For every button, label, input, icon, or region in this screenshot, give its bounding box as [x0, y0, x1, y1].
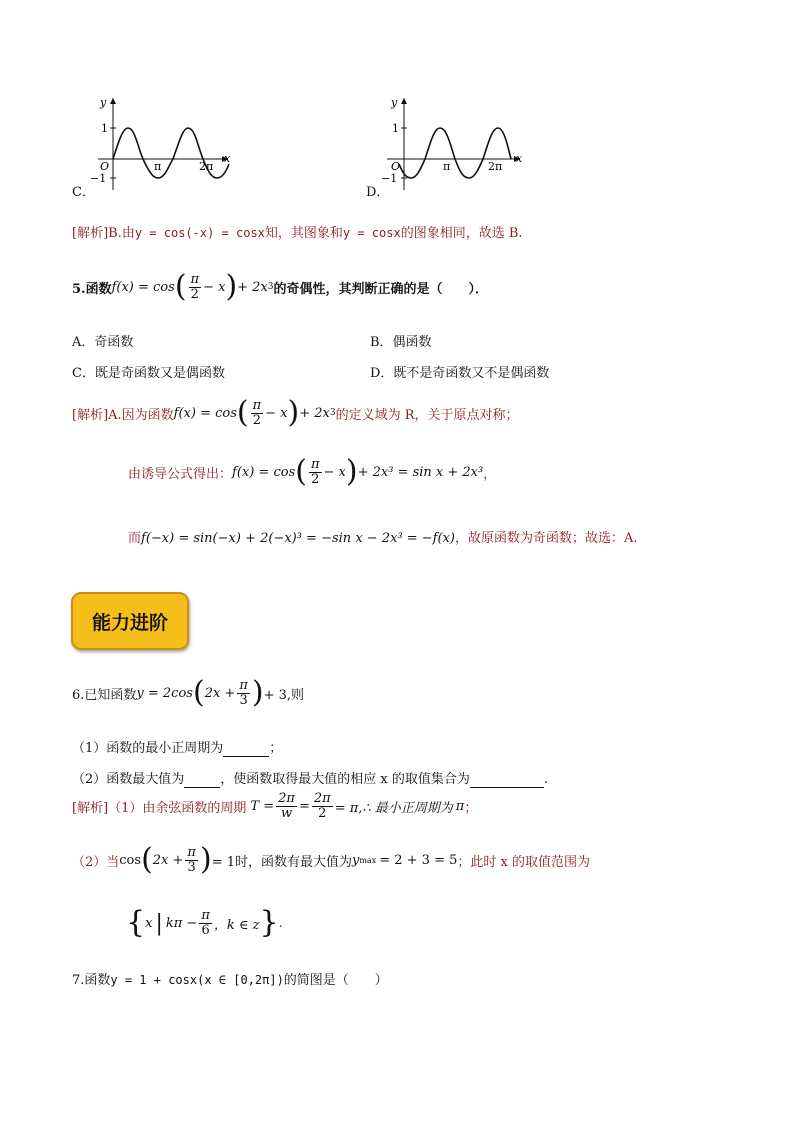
analysis-5-line1: [解析]A.因为函数 f(x) = cos ( $\frac{\pi}{2}$ − x ) + 2x 3 的定义域为 R，关于原点对称； — [72, 395, 519, 430]
q6-part2-blank1 — [184, 772, 220, 788]
graph-c-tick-pi: π — [154, 160, 162, 173]
q6-inner: 2x + — [204, 685, 236, 701]
analysis-5-line2-fraction: $\frac{\pi}{2}$ — [310, 456, 320, 487]
graph-c — [88, 92, 238, 192]
graph-d-tick-1-label: 1 — [392, 122, 399, 135]
analysis-6-line2-prefix: （2）当 — [72, 854, 120, 870]
analysis-5-line2: 由诱导公式得出： f(x) = cos ( $\frac{\pi}{2}$ − x ) + 2x³ = sin x + 2x³ ， — [128, 454, 497, 489]
analysis-4 — [72, 222, 523, 241]
question-6: 6.已知函数 y = 2cos ( 2x + $\frac{\pi}{3}$ ) + 3,则 — [72, 675, 305, 710]
analysis-4-prefix: [解析]B.由 — [72, 226, 135, 241]
q6-eq: y = 2cos — [136, 685, 193, 701]
analysis-5-plus: + 2x — [299, 405, 330, 421]
q6-prefix: 6.已知函数 — [72, 687, 137, 703]
analysis-4-eq: y = cos(-x) = cosx — [134, 226, 265, 240]
analysis-5-line2-fx: f(x) = cos — [232, 464, 296, 480]
q6-part2-end: . — [543, 772, 549, 787]
graph-d-y-label: y — [391, 96, 398, 109]
analysis-6-pi: π — [455, 798, 465, 814]
analysis-5-line3-eq: f(−x) = sin(−x) + 2(−x)³ = −sin x − 2x³ = −f(x) — [141, 531, 455, 546]
analysis-5-suffix: 的定义域为 R，关于原点对称； — [335, 407, 519, 423]
graph-c-origin: O — [100, 160, 110, 173]
analysis-5-minus-x: − x — [265, 405, 288, 421]
analysis-4-mid: 知，其图象和 — [264, 226, 343, 241]
q5-option-a: A．奇函数 — [72, 335, 134, 350]
q5-option-c: C．既是奇函数又是偶函数 — [72, 366, 225, 381]
q7-suffix: 的简图是（ ） — [283, 973, 388, 988]
graph-c-x-label: x — [224, 152, 231, 165]
analysis-6-fraction1: $\frac{2\pi}{w}$ — [278, 791, 295, 821]
graph-c-y-label: y — [100, 96, 107, 109]
q5-fraction: $\frac{\pi}{2}$ — [190, 271, 200, 302]
question-5: 5.函数 f(x) = cos ( $\frac{\pi}{2}$ − x ) + 2x 3 的奇偶性，其判断正确的是（ ）． — [72, 269, 489, 304]
q6-part2-b: ，使函数取得最大值的相应 x 的取值集合为 — [220, 772, 470, 787]
analysis-6-line2-eq2: = 2 + 3 = 5 — [379, 852, 458, 868]
analysis-5-line3 — [128, 527, 637, 546]
q5-fx: f(x) = cos — [111, 279, 175, 295]
option-d-label: D． — [366, 185, 390, 200]
q6-tail: + 3,则 — [263, 687, 305, 703]
section-badge: 能力进阶 — [71, 592, 189, 650]
analysis-6-T: T = — [250, 798, 275, 814]
graph-d-origin: O — [391, 160, 401, 173]
q5-number: 5.函数 — [72, 281, 112, 297]
option-c-label: C． — [72, 185, 95, 200]
analysis-4-suffix: 的图象相同，故选 B. — [400, 226, 523, 241]
analysis-5-fraction: $\frac{\pi}{2}$ — [252, 397, 262, 428]
analysis-6-eq: = — [298, 798, 310, 814]
q5-minus-x: − x — [203, 279, 226, 295]
q6-part2 — [72, 768, 548, 788]
graph-d-y-arrow — [401, 98, 407, 104]
q5-tail: 的奇偶性，其判断正确的是（ ）． — [273, 281, 489, 297]
graph-c-tick-1-label: 1 — [101, 122, 108, 135]
q5-plus: + 2x — [237, 279, 268, 295]
q6-part1 — [72, 737, 282, 757]
graph-d — [377, 92, 527, 192]
analysis-5-prefix: [解析]A.因为函数 — [72, 407, 174, 423]
analysis-5-line3-prefix: 而 — [128, 531, 142, 546]
analysis-6-fraction2: $\frac{2\pi}{2}$ — [313, 791, 331, 821]
graph-d-tick-neg1-label: −1 — [381, 172, 398, 185]
analysis-5-fx: f(x) = cos — [173, 405, 237, 421]
analysis-6-line2-sub: max — [359, 855, 377, 865]
analysis-6-line1-end: ； — [464, 800, 478, 816]
analysis-5-line2-end: ， — [483, 466, 497, 482]
analysis-6-line2: （2）当 cos ( 2x + $\frac{\pi}{3}$ ) = 1时，函数有最大值为 y max = 2 + 3 = 5 ；此时 x 的取值范围为 — [72, 842, 590, 877]
analysis-6-line2-ymax: y — [351, 852, 360, 868]
analysis-6-mid: = π,∴ 最小正周期为 — [334, 800, 453, 816]
analysis-5-exp: 3 — [329, 408, 336, 418]
analysis-5-line2-minus-x: − x — [323, 464, 346, 480]
q6-part2-blank2 — [470, 772, 544, 788]
q6-part2-a: （2）函数最大值为 — [72, 772, 185, 787]
analysis-6-line2-inner: 2x + — [152, 852, 184, 868]
graph-c-y-arrow — [110, 98, 116, 104]
analysis-6-line1 — [72, 792, 477, 820]
q6-part1-blank — [223, 741, 269, 757]
graph-c-tick-2pi: 2π — [199, 160, 214, 173]
q5-option-d: D．既不是奇函数又不是偶函数 — [370, 366, 550, 381]
analysis-6-set-x: x — [145, 915, 153, 931]
analysis-5-line2-prefix: 由诱导公式得出： — [128, 466, 233, 482]
q5-exp: 3 — [267, 282, 274, 292]
question-7 — [72, 969, 388, 988]
analysis-6-line2-eq1: = 1时，函数有最大值为 — [211, 854, 352, 870]
analysis-6-line2-fraction: $\frac{\pi}{3}$ — [187, 844, 196, 875]
q6-fraction: $\frac{\pi}{3}$ — [239, 677, 248, 708]
analysis-5-line2-rest: + 2x³ = sin x + 2x³ — [357, 464, 484, 480]
analysis-6-line2-cos: cos — [119, 852, 142, 868]
analysis-6-set-kpi: kπ − — [165, 915, 198, 931]
graph-d-tick-2pi: 2π — [488, 160, 503, 173]
analysis-6-set-k: ，k ∈ z — [213, 917, 260, 933]
q5-option-b: B．偶函数 — [370, 335, 432, 350]
analysis-6-prefix: [解析]（1）由余弦函数的周期 — [72, 800, 247, 816]
analysis-6-set-end: . — [278, 915, 283, 931]
analysis-6-line2-suffix: ；此时 x 的取值范围为 — [457, 854, 590, 870]
q7-prefix: 7.函数 — [72, 973, 111, 988]
analysis-6-set: { x | kπ − $\frac{\pi}{6}$ ，k ∈ z } . — [126, 905, 283, 940]
graph-d-x-label: x — [516, 152, 523, 165]
graph-c-tick-neg1-label: −1 — [90, 172, 107, 185]
analysis-5-line3-suffix: ，故原函数为奇函数；故选：A. — [454, 531, 638, 546]
q6-part1-text: （1）函数的最小正周期为 — [72, 741, 224, 756]
graph-d-tick-pi: π — [443, 160, 451, 173]
q7-eq: y = 1 + cosx(x ∈ [0,2π]) — [110, 973, 284, 987]
q6-part1-end: ； — [269, 741, 283, 756]
analysis-6-set-fraction: $\frac{\pi}{6}$ — [201, 907, 210, 938]
analysis-4-eq2: y = cosx — [342, 226, 401, 240]
